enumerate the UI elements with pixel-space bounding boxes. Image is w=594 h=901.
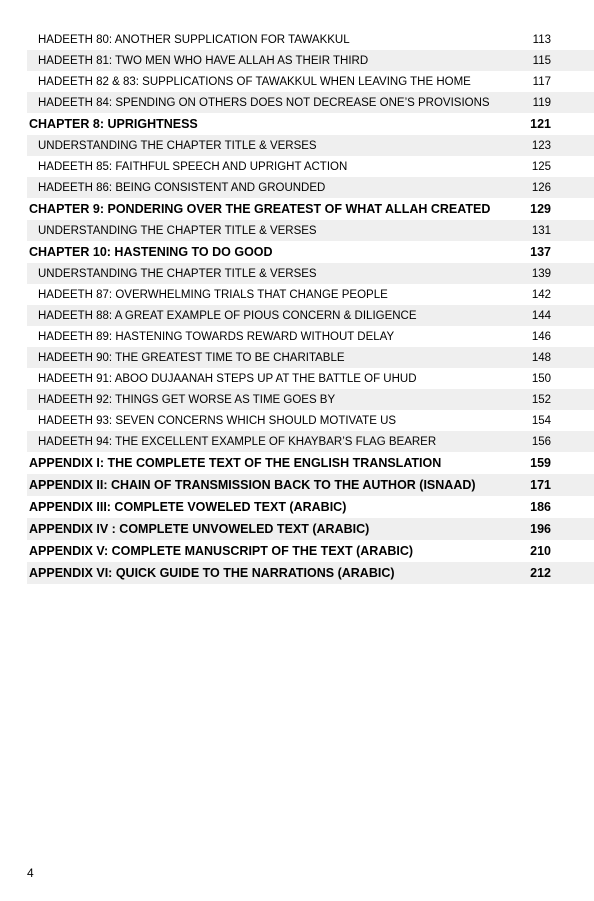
toc-entry-title: CHAPTER 9: PONDERING OVER THE GREATEST OF WHAT ALLAH CREATED (29, 202, 491, 216)
toc-entry-page: 113 (532, 33, 551, 46)
toc-subentry (27, 92, 594, 113)
toc-entry-title: APPENDIX V: COMPLETE MANUSCRIPT OF THE TEXT (ARABIC) (29, 544, 414, 558)
toc-entry-page: 123 (531, 139, 551, 152)
toc-subentry (27, 305, 594, 326)
toc-subentry (27, 410, 594, 431)
toc-section-entry (27, 198, 594, 220)
toc-subentry (27, 135, 594, 156)
toc-entry-page: 137 (530, 245, 551, 259)
toc-entry-page: 156 (531, 435, 551, 448)
toc-subentry (27, 71, 594, 92)
toc-entry-page: 117 (532, 75, 551, 88)
toc-entry-title: CHAPTER 10: HASTENING TO DO GOOD (29, 245, 273, 259)
toc-entry-page: 152 (531, 393, 551, 406)
toc-section-entry (27, 540, 594, 562)
toc-entry-title: APPENDIX VI: QUICK GUIDE TO THE NARRATIONS (ARABIC) (29, 566, 395, 580)
toc-entry-page: 129 (530, 202, 551, 216)
toc-subentry (27, 431, 594, 452)
toc-entry-title: HADEETH 94: THE EXCELLENT EXAMPLE OF KHAYBAR’S FLAG BEARER (38, 435, 437, 448)
toc-subentry (27, 368, 594, 389)
page-number: 4 (27, 866, 34, 880)
toc-entry-title: APPENDIX III: COMPLETE VOWELED TEXT (ARABIC) (29, 500, 347, 514)
toc-entry-title: UNDERSTANDING THE CHAPTER TITLE & VERSES (38, 139, 317, 152)
toc-entry-page: 125 (531, 160, 551, 173)
toc-subentry (27, 326, 594, 347)
toc-section-entry (27, 496, 594, 518)
toc-entry-page: 154 (531, 414, 551, 427)
toc-section-entry (27, 562, 594, 584)
toc-entry-page: 144 (531, 309, 551, 322)
toc-section-entry (27, 113, 594, 135)
toc-subentry (27, 220, 594, 241)
toc-entry-page: 210 (530, 544, 551, 558)
toc-entry-title: APPENDIX I: THE COMPLETE TEXT OF THE ENGLISH TRANSLATION (29, 456, 442, 470)
toc-entry-title: CHAPTER 8: UPRIGHTNESS (29, 117, 198, 131)
toc-section-entry (27, 518, 594, 540)
toc-subentry (27, 156, 594, 177)
toc-entry-title: HADEETH 93: SEVEN CONCERNS WHICH SHOULD MOTIVATE US (38, 414, 397, 427)
table-of-contents (27, 29, 594, 584)
toc-entry-title: HADEETH 91: ABOO DUJAANAH STEPS UP AT THE BATTLE OF UHUD (38, 372, 417, 385)
toc-section-entry (27, 452, 594, 474)
toc-entry-title: HADEETH 82 & 83: SUPPLICATIONS OF TAWAKKUL WHEN LEAVING THE HOME (38, 75, 471, 88)
toc-entry-page: 186 (530, 500, 551, 514)
toc-entry-page: 150 (531, 372, 551, 385)
toc-entry-title: HADEETH 87: OVERWHELMING TRIALS THAT CHANGE PEOPLE (38, 288, 388, 301)
toc-entry-title: HADEETH 84: SPENDING ON OTHERS DOES NOT DECREASE ONE’S PROVISIONS (38, 96, 490, 109)
toc-subentry (27, 50, 594, 71)
toc-entry-title: HADEETH 81: TWO MEN WHO HAVE ALLAH AS THEIR THIRD (38, 54, 369, 67)
toc-entry-title: HADEETH 86: BEING CONSISTENT AND GROUNDED (38, 181, 326, 194)
toc-entry-page: 115 (532, 54, 551, 67)
toc-entry-title: HADEETH 92: THINGS GET WORSE AS TIME GOES BY (38, 393, 336, 406)
toc-subentry (27, 263, 594, 284)
toc-section-entry (27, 474, 594, 496)
toc-entry-page: 212 (530, 566, 551, 580)
toc-entry-title: UNDERSTANDING THE CHAPTER TITLE & VERSES (38, 224, 317, 237)
toc-entry-page: 121 (530, 117, 551, 131)
toc-section-entry (27, 241, 594, 263)
toc-subentry (27, 347, 594, 368)
toc-entry-title: HADEETH 89: HASTENING TOWARDS REWARD WITHOUT DELAY (38, 330, 395, 343)
toc-entry-title: HADEETH 90: THE GREATEST TIME TO BE CHARITABLE (38, 351, 345, 364)
toc-entry-title: HADEETH 85: FAITHFUL SPEECH AND UPRIGHT ACTION (38, 160, 348, 173)
toc-entry-page: 146 (531, 330, 551, 343)
toc-subentry (27, 177, 594, 198)
toc-entry-page: 171 (530, 478, 551, 492)
toc-entry-title: APPENDIX II: CHAIN OF TRANSMISSION BACK TO THE AUTHOR (ISNAAD) (29, 478, 476, 492)
toc-entry-page: 126 (531, 181, 551, 194)
toc-subentry (27, 389, 594, 410)
toc-entry-title: HADEETH 88: A GREAT EXAMPLE OF PIOUS CONCERN & DILIGENCE (38, 309, 417, 322)
toc-entry-page: 142 (531, 288, 551, 301)
toc-entry-page: 159 (530, 456, 551, 470)
toc-entry-page: 196 (530, 522, 551, 536)
toc-entry-title: APPENDIX IV : COMPLETE UNVOWELED TEXT (ARABIC) (29, 522, 370, 536)
toc-entry-title: HADEETH 80: ANOTHER SUPPLICATION FOR TAWAKKUL (38, 33, 350, 46)
toc-entry-page: 139 (531, 267, 551, 280)
toc-entry-page: 119 (532, 96, 551, 109)
toc-subentry (27, 284, 594, 305)
toc-entry-page: 148 (531, 351, 551, 364)
toc-entry-title: UNDERSTANDING THE CHAPTER TITLE & VERSES (38, 267, 317, 280)
toc-subentry (27, 29, 594, 50)
toc-entry-page: 131 (531, 224, 551, 237)
